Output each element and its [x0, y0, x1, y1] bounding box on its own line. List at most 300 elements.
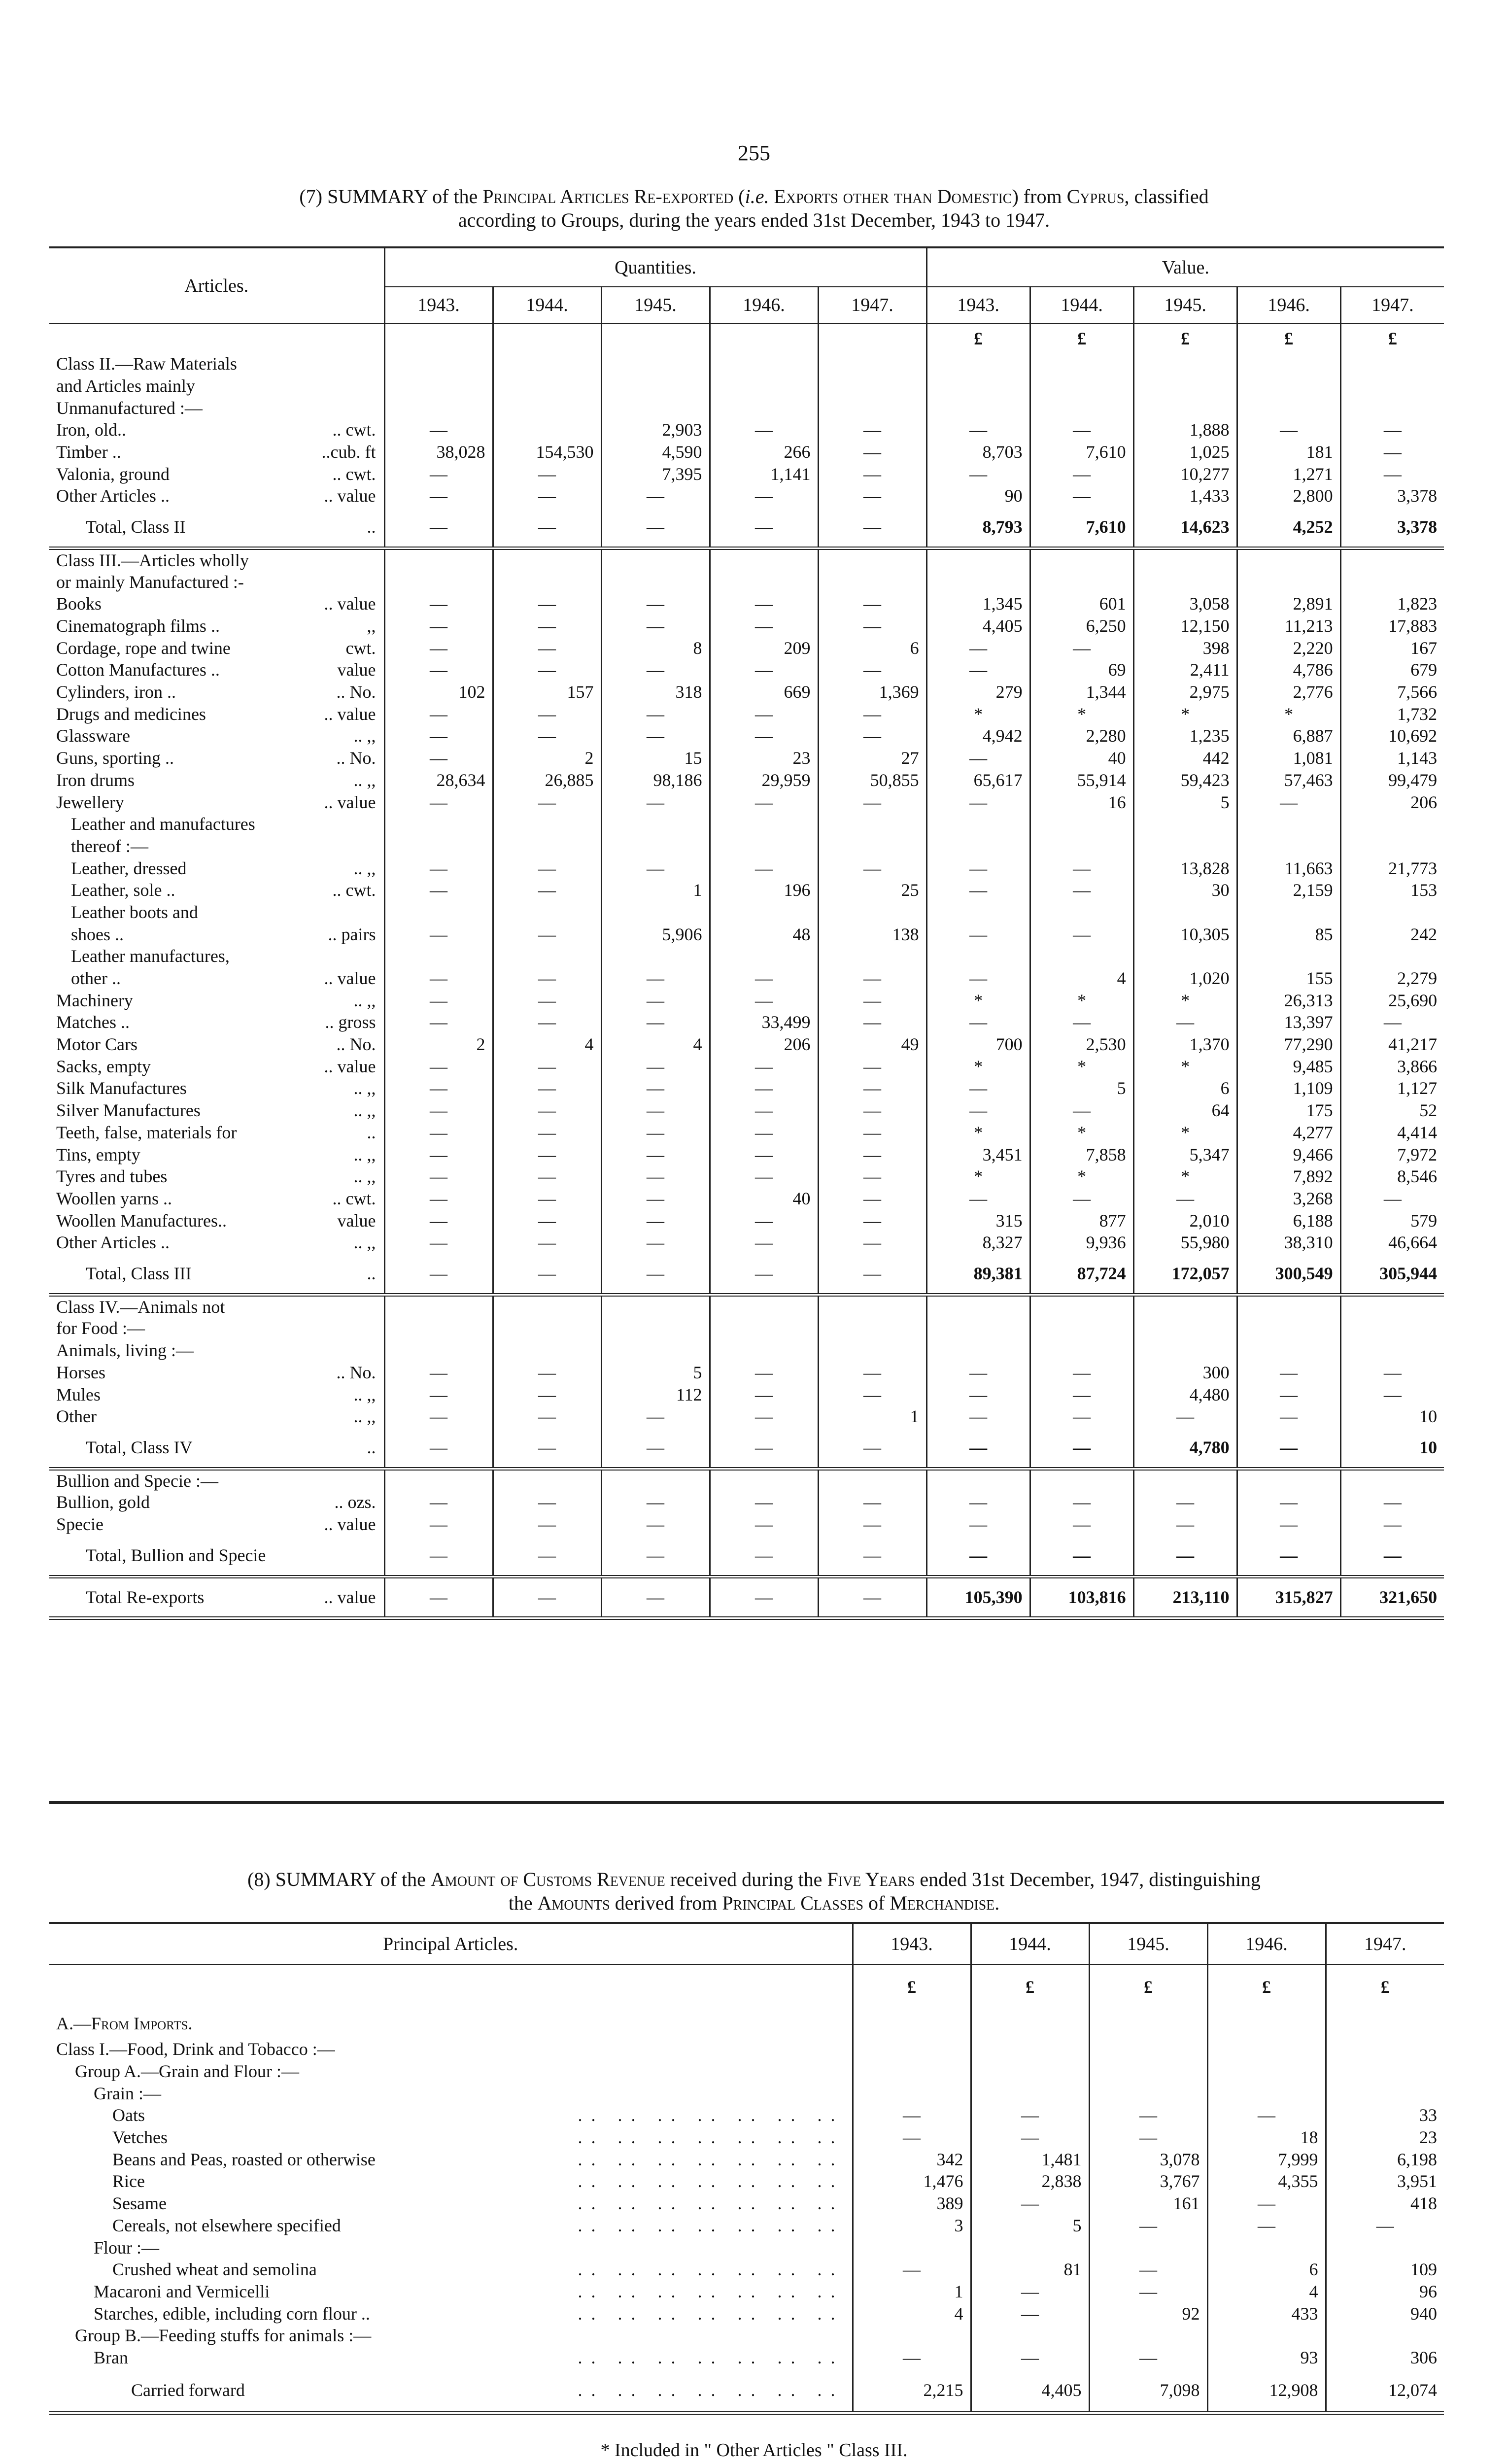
quantity-cell: — — [818, 507, 926, 548]
quantity-cell: — — [710, 507, 818, 548]
quantity-cell: — — [384, 725, 493, 747]
quantity-cell: — — [601, 1055, 710, 1077]
unit-label: .. No. — [336, 682, 376, 702]
value-cell — [1237, 945, 1340, 967]
table-row — [49, 1209, 1444, 1232]
value-cell: 305,944 — [1340, 1254, 1444, 1295]
currency-symbol: £ — [1030, 323, 1133, 353]
value-cell — [1237, 813, 1340, 835]
stub-blank — [49, 323, 384, 353]
value-cell — [1030, 548, 1133, 571]
article-label — [49, 2215, 853, 2237]
dot-leader: .. .. .. .. .. .. .. — [578, 2347, 844, 2367]
value-cell: 2,411 — [1133, 659, 1237, 681]
value-cell: — — [1030, 1405, 1133, 1428]
article-name: Cinematograph films .. — [56, 616, 220, 636]
table-row — [49, 2170, 1444, 2192]
value-cell — [1133, 901, 1237, 924]
revenue-cell: — — [1089, 2126, 1207, 2149]
quantity-cell — [818, 548, 926, 571]
value-cell: 21,773 — [1340, 857, 1444, 879]
value-year-header: 1946. — [1237, 287, 1340, 323]
table-row — [49, 681, 1444, 703]
quantity-cell — [818, 1295, 926, 1318]
quantity-cell: 8 — [601, 637, 710, 659]
quantity-cell: — — [818, 1143, 926, 1165]
value-cell: 10,305 — [1133, 923, 1237, 945]
quantity-cell: — — [384, 1232, 493, 1254]
value-cell — [1340, 375, 1444, 397]
quantity-cell: 669 — [710, 681, 818, 703]
quantity-cell: — — [710, 791, 818, 813]
table-row — [49, 1232, 1444, 1254]
dot-leader: .. .. .. .. .. .. .. — [578, 2303, 844, 2324]
quantity-cell: — — [818, 703, 926, 725]
quantity-cell — [493, 901, 601, 924]
table-row — [49, 2281, 1444, 2303]
value-cell: * — [1030, 703, 1133, 725]
quantity-cell — [818, 901, 926, 924]
qty-blank — [384, 323, 493, 353]
unit-label: .. value — [324, 486, 376, 506]
article-name: Woollen Manufactures.. — [56, 1210, 227, 1231]
revenue-cell: 2,215 — [853, 2368, 971, 2413]
table-row — [49, 1317, 1444, 1339]
value-cell — [1030, 1469, 1133, 1492]
quantity-cell: — — [818, 1232, 926, 1254]
unit-label: .. ,, — [353, 1232, 376, 1253]
quantity-cell: — — [493, 1491, 601, 1513]
value-cell: — — [1030, 1383, 1133, 1405]
dot-leader: .. .. .. .. .. .. .. — [578, 2171, 844, 2191]
article-label — [49, 1209, 384, 1232]
article-label — [49, 2060, 853, 2083]
table-row — [49, 463, 1444, 485]
value-cell: 59,423 — [1133, 769, 1237, 791]
quantity-cell: — — [601, 1011, 710, 1033]
value-cell: 13,828 — [1133, 857, 1237, 879]
value-cell: — — [1030, 1513, 1133, 1536]
table-row — [49, 1469, 1444, 1492]
quantity-cell: 266 — [710, 441, 818, 463]
quantity-cell — [384, 813, 493, 835]
quantity-cell: — — [710, 703, 818, 725]
revenue-cell: — — [1089, 2281, 1207, 2303]
unit-label: .. ,, — [353, 858, 376, 878]
quantity-cell — [710, 901, 818, 924]
quantity-cell: 49 — [818, 1033, 926, 1056]
article-name: Total, Class III — [86, 1263, 192, 1283]
value-cell: 9,485 — [1237, 1055, 1340, 1077]
article-name: Oats — [112, 2105, 145, 2125]
quantity-cell — [384, 1295, 493, 1318]
value-cell: 46,664 — [1340, 1232, 1444, 1254]
article-label — [49, 1055, 384, 1077]
article-label — [49, 593, 384, 615]
article-label — [49, 989, 384, 1011]
value-cell — [1237, 1469, 1340, 1492]
article-label — [49, 1491, 384, 1513]
quantity-cell: — — [384, 747, 493, 769]
quantity-cell: — — [493, 923, 601, 945]
article-name: Total, Bullion and Specie — [86, 1545, 266, 1565]
value-cell: 57,463 — [1237, 769, 1340, 791]
article-label — [49, 1513, 384, 1536]
table-row — [49, 2325, 1444, 2347]
value-cell — [1237, 835, 1340, 857]
value-cell — [1133, 548, 1237, 571]
quantity-cell: 5,906 — [601, 923, 710, 945]
revenue-cell: 4 — [1207, 2281, 1326, 2303]
value-cell — [926, 1295, 1030, 1318]
quantity-cell: — — [601, 1576, 710, 1618]
unit-label: .. value — [324, 1056, 376, 1076]
value-cell: 172,057 — [1133, 1254, 1237, 1295]
quantity-cell: — — [818, 1254, 926, 1295]
quantity-cell: — — [493, 1209, 601, 1232]
revenue-cell: 6 — [1207, 2259, 1326, 2281]
unit-label: .. — [367, 1437, 376, 1457]
quantity-cell: — — [818, 441, 926, 463]
value-cell: 8,327 — [926, 1232, 1030, 1254]
revenue-cell: 306 — [1326, 2347, 1444, 2369]
article-label — [49, 1576, 384, 1618]
article-label — [49, 2104, 853, 2126]
table-row — [49, 2259, 1444, 2281]
value-cell — [1340, 901, 1444, 924]
quantity-cell — [384, 548, 493, 571]
quantity-cell: — — [601, 1122, 710, 1144]
value-cell: 7,972 — [1340, 1143, 1444, 1165]
value-cell: * — [1237, 703, 1340, 725]
quantity-cell: — — [818, 1362, 926, 1384]
article-label — [49, 441, 384, 463]
revenue-cell: 418 — [1326, 2192, 1444, 2215]
article-label — [49, 485, 384, 507]
table-row — [49, 2009, 1444, 2038]
quantity-cell — [384, 1339, 493, 1362]
quantity-cell: — — [493, 703, 601, 725]
quantity-cell — [818, 375, 926, 397]
quantity-cell: 157 — [493, 681, 601, 703]
value-cell: 25,690 — [1340, 989, 1444, 1011]
revenue-cell: 3,951 — [1326, 2170, 1444, 2192]
quantity-cell: 4,590 — [601, 441, 710, 463]
table-row — [49, 593, 1444, 615]
value-cell: 3,268 — [1237, 1188, 1340, 1210]
table-row — [49, 485, 1444, 507]
currency-symbol: £ — [971, 1964, 1089, 2009]
article-label — [49, 1188, 384, 1210]
value-cell: 7,892 — [1237, 1165, 1340, 1188]
value-cell: 1,235 — [1133, 725, 1237, 747]
quantity-cell — [710, 548, 818, 571]
quantity-cell: — — [384, 1405, 493, 1428]
value-cell — [1030, 1295, 1133, 1318]
article-name: Sacks, empty — [56, 1056, 151, 1076]
value-cell: * — [1133, 1055, 1237, 1077]
value-cell — [1133, 353, 1237, 375]
article-name: Starches, edible, including corn flour .. — [94, 2303, 370, 2324]
quantity-cell: — — [818, 1383, 926, 1405]
revenue-cell: 1,476 — [853, 2170, 971, 2192]
article-name: Silver Manufactures — [56, 1100, 201, 1121]
value-cell: 6 — [1133, 1077, 1237, 1099]
revenue-cell: 12,908 — [1207, 2368, 1326, 2413]
value-cell — [1030, 835, 1133, 857]
quantity-cell: — — [601, 1491, 710, 1513]
revenue-cell — [1207, 2060, 1326, 2083]
article-name: Books — [56, 594, 102, 614]
value-cell: — — [1030, 1428, 1133, 1469]
quantity-cell — [818, 571, 926, 593]
value-cell: 17,883 — [1340, 615, 1444, 637]
quantity-cell: — — [818, 989, 926, 1011]
quantity-cell: — — [601, 1077, 710, 1099]
revenue-cell — [971, 2082, 1089, 2104]
quantity-cell: — — [710, 989, 818, 1011]
article-label — [49, 637, 384, 659]
article-name: Matches .. — [56, 1012, 130, 1032]
quantity-cell: 2 — [493, 747, 601, 769]
quantity-cell: 4 — [601, 1033, 710, 1056]
quantity-cell — [384, 571, 493, 593]
value-cell: 2,279 — [1340, 967, 1444, 990]
value-cell: — — [1237, 1383, 1340, 1405]
article-label — [49, 2126, 853, 2149]
quantity-cell: — — [818, 463, 926, 485]
quantity-cell: — — [818, 1122, 926, 1144]
unit-label: .. — [367, 517, 376, 537]
value-cell: 1,823 — [1340, 593, 1444, 615]
value-cell: — — [1237, 1535, 1340, 1576]
value-cell — [1237, 548, 1340, 571]
value-cell: — — [926, 1405, 1030, 1428]
dot-leader: .. .. .. .. .. .. .. — [578, 2281, 844, 2301]
value-cell: — — [1030, 463, 1133, 485]
currency-symbol: £ — [1237, 323, 1340, 353]
value-cell: — — [1237, 791, 1340, 813]
unit-label: .. ozs. — [334, 1492, 376, 1512]
value-cell: 103,816 — [1030, 1576, 1133, 1618]
article-label — [49, 1339, 384, 1362]
value-cell: — — [1133, 1188, 1237, 1210]
value-cell: 6,887 — [1237, 725, 1340, 747]
quantity-cell: — — [601, 1099, 710, 1122]
value-cell: 4,780 — [1133, 1428, 1237, 1469]
value-cell: * — [1030, 1122, 1133, 1144]
quantity-cell: — — [493, 485, 601, 507]
value-cell: 2,280 — [1030, 725, 1133, 747]
revenue-cell — [1207, 2325, 1326, 2347]
unit-label: .. cwt. — [332, 1188, 376, 1208]
quantity-cell: — — [384, 1011, 493, 1033]
quantity-cell: — — [818, 419, 926, 441]
value-cell: * — [926, 1122, 1030, 1144]
article-label — [49, 769, 384, 791]
revenue-cell: 161 — [1089, 2192, 1207, 2215]
quantity-cell: — — [384, 1491, 493, 1513]
value-year-header: 1947. — [1340, 287, 1444, 323]
quantity-cell: — — [601, 615, 710, 637]
value-cell: 3,378 — [1340, 485, 1444, 507]
value-cell — [1030, 1317, 1133, 1339]
value-cell: 2,530 — [1030, 1033, 1133, 1056]
value-cell — [1030, 375, 1133, 397]
value-cell: 1,025 — [1133, 441, 1237, 463]
quantity-cell: — — [493, 1513, 601, 1536]
article-label — [49, 419, 384, 441]
quantity-cell: — — [493, 1165, 601, 1188]
revenue-cell: 92 — [1089, 2302, 1207, 2325]
table-row — [49, 879, 1444, 901]
table-row — [49, 1055, 1444, 1077]
quantity-cell: — — [710, 1122, 818, 1144]
value-cell: — — [926, 463, 1030, 485]
value-cell: 85 — [1237, 923, 1340, 945]
article-name: Cereals, not elsewhere specified — [112, 2215, 341, 2235]
quantity-cell: — — [818, 1535, 926, 1576]
value-cell: 10,692 — [1340, 725, 1444, 747]
table-row — [49, 901, 1444, 924]
qty-year-header: 1943. — [384, 287, 493, 323]
value-cell — [1340, 548, 1444, 571]
article-name: Group B.—Feeding stuffs for animals :— — [75, 2326, 372, 2346]
article-label — [49, 1362, 384, 1384]
value-cell: — — [1030, 1362, 1133, 1384]
quantity-cell — [601, 1339, 710, 1362]
article-name: Silk Manufactures — [56, 1078, 187, 1098]
quantity-cell — [493, 1317, 601, 1339]
value-cell — [1133, 1295, 1237, 1318]
value-cell: 26,313 — [1237, 989, 1340, 1011]
quantity-cell: — — [710, 1535, 818, 1576]
quantity-cell: — — [710, 659, 818, 681]
currency-symbol: £ — [1326, 1964, 1444, 2009]
quantity-cell: — — [384, 703, 493, 725]
table-row — [49, 747, 1444, 769]
quantity-cell: — — [493, 1383, 601, 1405]
dot-leader: .. .. .. .. .. .. .. — [578, 2127, 844, 2148]
quantity-cell: — — [601, 1209, 710, 1232]
value-cell: — — [926, 1099, 1030, 1122]
quantity-cell: — — [601, 725, 710, 747]
value-cell: 5 — [1030, 1077, 1133, 1099]
article-name: Teeth, false, materials for — [56, 1122, 237, 1142]
value-cell: — — [1030, 1491, 1133, 1513]
value-cell: — — [1030, 879, 1133, 901]
table-row — [49, 1165, 1444, 1188]
value-cell — [1133, 1469, 1237, 1492]
revenue-cell — [1207, 2082, 1326, 2104]
quantity-cell: — — [710, 1383, 818, 1405]
article-name: Woollen yarns .. — [56, 1188, 172, 1208]
article-label — [49, 791, 384, 813]
value-cell: 4,252 — [1237, 507, 1340, 548]
quantity-cell: — — [818, 1491, 926, 1513]
value-cell: 700 — [926, 1033, 1030, 1056]
unit-label: .. No. — [336, 1362, 376, 1382]
unit-label: ..cub. ft — [321, 442, 376, 462]
value-cell: 77,290 — [1237, 1033, 1340, 1056]
value-cell: — — [1237, 1513, 1340, 1536]
article-name: Carried forward — [131, 2380, 245, 2400]
unit-label: .. value — [324, 1587, 376, 1608]
value-cell: — — [1340, 1362, 1444, 1384]
quantity-cell: 23 — [710, 747, 818, 769]
article-name: Cylinders, iron .. — [56, 682, 176, 702]
value-cell: 1,081 — [1237, 747, 1340, 769]
value-cell: 12,150 — [1133, 615, 1237, 637]
quantity-cell: — — [710, 1254, 818, 1295]
table-row — [49, 1143, 1444, 1165]
value-cell: * — [1030, 989, 1133, 1011]
article-name: Grain :— — [94, 2083, 161, 2103]
article-name: Drugs and medicines — [56, 704, 206, 724]
revenue-cell — [853, 2236, 971, 2259]
quantity-cell: — — [601, 1165, 710, 1188]
article-label — [49, 375, 384, 397]
value-cell: 1,344 — [1030, 681, 1133, 703]
value-year-header: 1944. — [1030, 287, 1133, 323]
value-cell: — — [1133, 1491, 1237, 1513]
quantity-cell: 6 — [818, 637, 926, 659]
article-label — [49, 879, 384, 901]
quantity-cell — [601, 1469, 710, 1492]
value-cell: * — [1133, 1122, 1237, 1144]
qty-year-header: 1944. — [493, 287, 601, 323]
table8-title: (8) SUMMARY of the Amount of Customs Revenue received during the Five Years ended 31st December, 1947, distinguishing the Amounts derived from Principal Classes of Merchandise. — [247, 1868, 1261, 1914]
quantity-cell: — — [493, 989, 601, 1011]
table-row — [49, 1362, 1444, 1384]
quantity-cell — [710, 571, 818, 593]
currency-symbol: £ — [853, 1964, 971, 2009]
article-label — [49, 2259, 853, 2281]
quantity-cell: — — [493, 725, 601, 747]
article-name: Class III.—Articles wholly — [56, 550, 249, 571]
quantity-cell: — — [493, 1362, 601, 1384]
quantity-cell: — — [384, 1576, 493, 1618]
quantity-cell — [818, 1339, 926, 1362]
quantity-cell — [384, 835, 493, 857]
value-cell: — — [1030, 637, 1133, 659]
value-cell: — — [1133, 1535, 1237, 1576]
quantity-cell: — — [818, 1055, 926, 1077]
table-row — [49, 1295, 1444, 1318]
value-cell: — — [1237, 1491, 1340, 1513]
quantity-cell: — — [601, 1405, 710, 1428]
quantity-cell: — — [384, 1165, 493, 1188]
value-cell: — — [1237, 1362, 1340, 1384]
value-cell: — — [1030, 1011, 1133, 1033]
quantity-cell: — — [384, 989, 493, 1011]
article-label — [49, 945, 384, 967]
value-cell: 3,451 — [926, 1143, 1030, 1165]
value-cell: 1,732 — [1340, 703, 1444, 725]
quantity-cell — [601, 1295, 710, 1318]
quantity-cell: — — [601, 791, 710, 813]
article-name: Sesame — [112, 2193, 167, 2214]
article-name: thereof :— — [71, 836, 148, 856]
quantity-cell: 1,369 — [818, 681, 926, 703]
article-name: shoes .. — [71, 924, 124, 944]
article-label — [49, 681, 384, 703]
unit-label: .. cwt. — [332, 420, 376, 440]
quantity-cell: — — [710, 1576, 818, 1618]
table-row — [49, 2236, 1444, 2259]
quantity-cell: — — [818, 485, 926, 507]
article-name: Bullion, gold — [56, 1492, 150, 1512]
